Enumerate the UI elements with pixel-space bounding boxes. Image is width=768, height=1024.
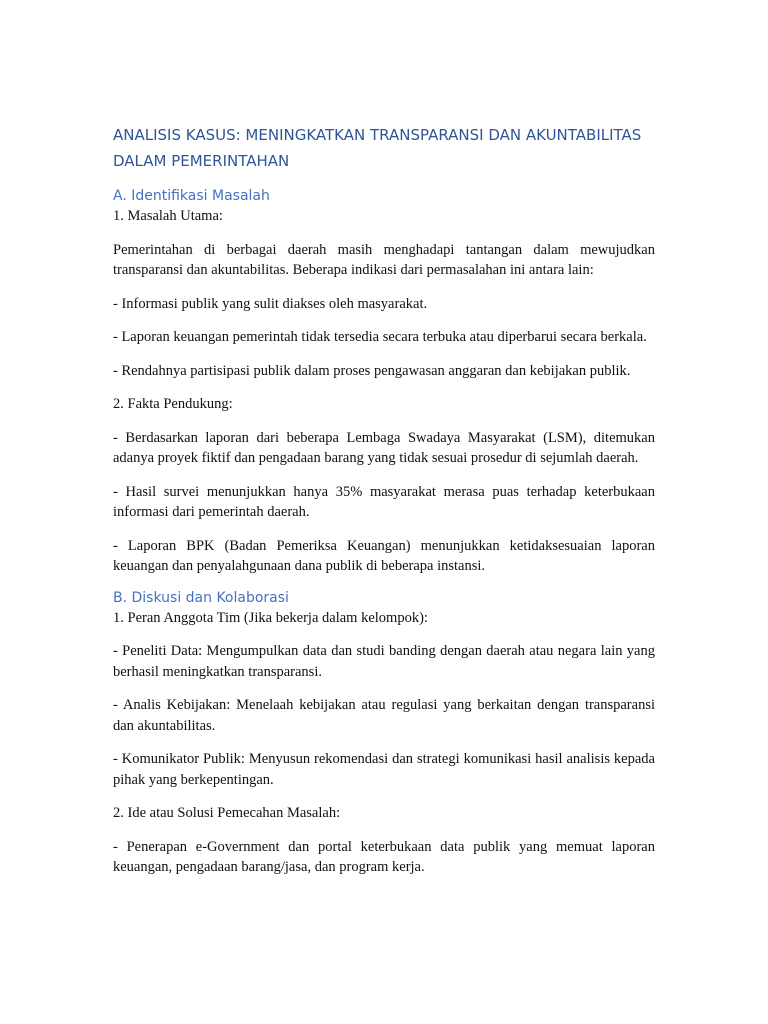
section-heading-b: B. Diskusi dan Kolaborasi [113,589,289,606]
subheading-masalah-utama: 1. Masalah Utama: [113,208,223,224]
subheading-peran-anggota: 1. Peran Anggota Tim (Jika bekerja dalam kelompok): [113,609,428,626]
subheading-ide-solusi: 2. Ide atau Solusi Pemecahan Masalah: [113,805,341,821]
bullet-e-government: - Penerapan e-Government dan portal keterbukaan data publik yang memuat laporan keuangan, pengadaan barang/jasa, dan program kerja. [113,838,655,875]
bullet-laporan-bpk: - Laporan BPK (Badan Pemeriksa Keuangan) menunjukkan ketidaksesuaian laporan keuangan dan penyalahgunaan dana publik di beberapa instansi. [113,537,655,574]
bullet-peneliti-data: - Peneliti Data: Mengumpulkan data dan studi banding dengan daerah atau negara lain yang berhasil meningkatkan transparansi. [113,643,655,680]
bullet-partisipasi-publik: - Rendahnya partisipasi publik dalam proses pengawasan anggaran dan kebijakan publik. [113,362,631,379]
section-heading-a: A. Identifikasi Masalah [113,188,270,204]
document-title: ANALISIS KASUS: MENINGKATKAN TRANSPARANSI DAN AKUNTABILITAS DALAM PEMERINTAHAN [113,126,642,170]
bullet-informasi-publik: - Informasi publik yang sulit diakses oleh masyarakat. [113,295,428,312]
bullet-laporan-keuangan: - Laporan keuangan pemerintah tidak tersedia secara terbuka atau diperbarui secara berkala. [113,329,647,345]
subheading-fakta-pendukung: 2. Fakta Pendukung: [113,396,233,412]
bullet-laporan-lsm: - Berdasarkan laporan dari beberapa Lembaga Swadaya Masyarakat (LSM), ditemukan adanya proyek fiktif dan pengadaan barang yang tidak sesuai prosedur di sejumlah daerah. [113,429,655,466]
bullet-hasil-survei: - Hasil survei menunjukkan hanya 35% masyarakat merasa puas terhadap keterbukaan informasi dari pemerintah daerah. [113,483,655,520]
paragraph-intro: Pemerintahan di berbagai daerah masih menghadapi tantangan dalam mewujudkan transparansi dan akuntabilitas. Beberapa indikasi dari permasalahan ini antara lain: [113,241,655,278]
bullet-analis-kebijakan: - Analis Kebijakan: Menelaah kebijakan atau regulasi yang berkaitan dengan transparansi dan akuntabilitas. [113,697,655,734]
document-page [113,122,655,891]
bullet-komunikator-publik: - Komunikator Publik: Menyusun rekomendasi dan strategi komunikasi hasil analisis kepada pihak yang berkepentingan. [113,751,655,788]
